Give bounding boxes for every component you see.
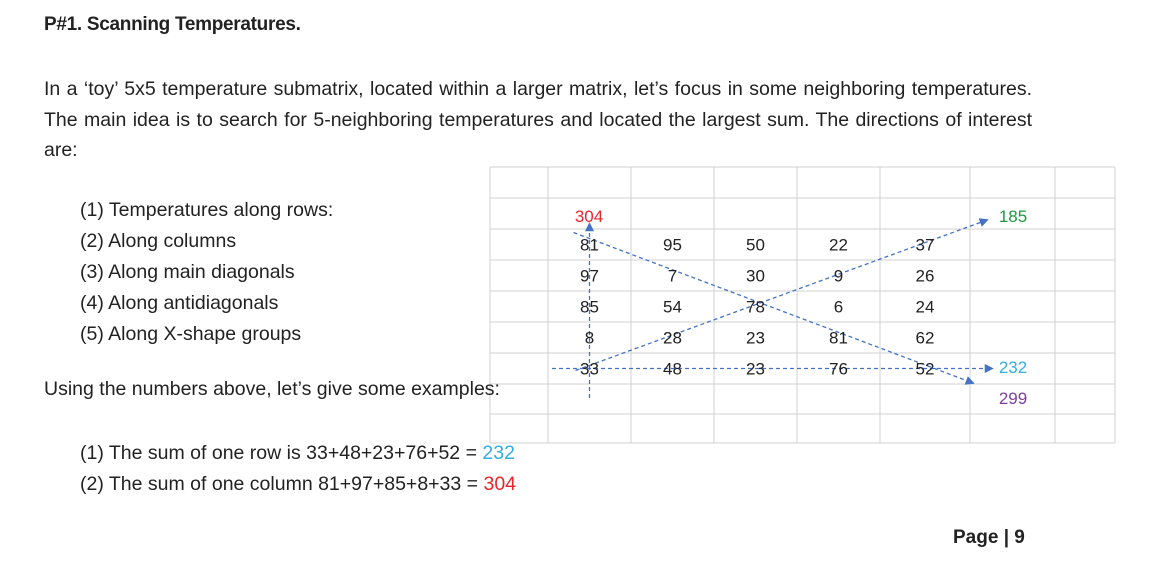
matrix-cell: 50	[746, 235, 765, 255]
matrix-cell: 28	[663, 328, 682, 348]
matrix-cell: 97	[580, 266, 599, 286]
matrix-cell: 8	[584, 328, 595, 348]
example-result: 232	[482, 442, 515, 464]
matrix-cell: 22	[829, 235, 848, 255]
matrix-cell: 52	[915, 359, 935, 379]
direction-item: (2) Along columns	[80, 230, 237, 252]
matrix-cell: 48	[663, 359, 682, 379]
direction-item: (4) Along antidiagonals	[80, 292, 279, 314]
matrix-cell: 30	[746, 266, 765, 286]
matrix-cell: 6	[833, 297, 844, 317]
matrix-cell: 95	[663, 235, 682, 255]
matrix-cell: 7	[667, 266, 678, 286]
example-text: (1) The sum of one row is 33+48+23+76+52 =	[80, 442, 483, 464]
matrix-cell: 81	[829, 328, 848, 348]
matrix-cell: 26	[915, 266, 935, 286]
matrix-cell: 78	[746, 297, 765, 317]
matrix-cell: 81	[580, 235, 599, 255]
row-sum-label: 232	[998, 358, 1028, 377]
direction-item: (3) Along main diagonals	[80, 261, 295, 283]
matrix-cell: 23	[746, 359, 765, 379]
matrix-cell: 23	[746, 328, 765, 348]
page-number: Page | 9	[953, 527, 1025, 548]
direction-item: (1) Temperatures along rows:	[80, 199, 334, 221]
matrix-cell: 33	[580, 359, 599, 379]
example-text: (2) The sum of one column 81+97+85+8+33 =	[80, 473, 484, 495]
examples-intro: Using the numbers above, let’s give some examples:	[44, 378, 500, 400]
direction-item: (5) Along X-shape groups	[80, 323, 302, 345]
matrix-cells	[580, 236, 934, 379]
matrix-cell: 62	[915, 328, 935, 348]
main-diagonal-arrow	[574, 233, 974, 384]
matrix-cell: 76	[829, 359, 848, 379]
matrix-cell: 24	[915, 297, 935, 317]
main-diagonal-sum-label: 299	[998, 389, 1028, 408]
column-sum-label: 304	[574, 207, 604, 226]
matrix-cell: 85	[580, 297, 599, 317]
matrix-cell: 54	[663, 297, 682, 317]
matrix-cell: 9	[833, 266, 844, 286]
example-result: 304	[483, 473, 517, 495]
page-heading: P#1. Scanning Temperatures.	[44, 14, 301, 35]
antidiagonal-sum-label: 185	[998, 207, 1028, 226]
intro-paragraph: In a ‘toy’ 5x5 temperature submatrix, located within a larger matrix, let’s focus in some neighboring temperatures. The main idea is to search for 5-neighboring temperatures and located the largest sum. The directions of interest are:	[44, 78, 1032, 161]
matrix-cell: 37	[915, 235, 935, 255]
